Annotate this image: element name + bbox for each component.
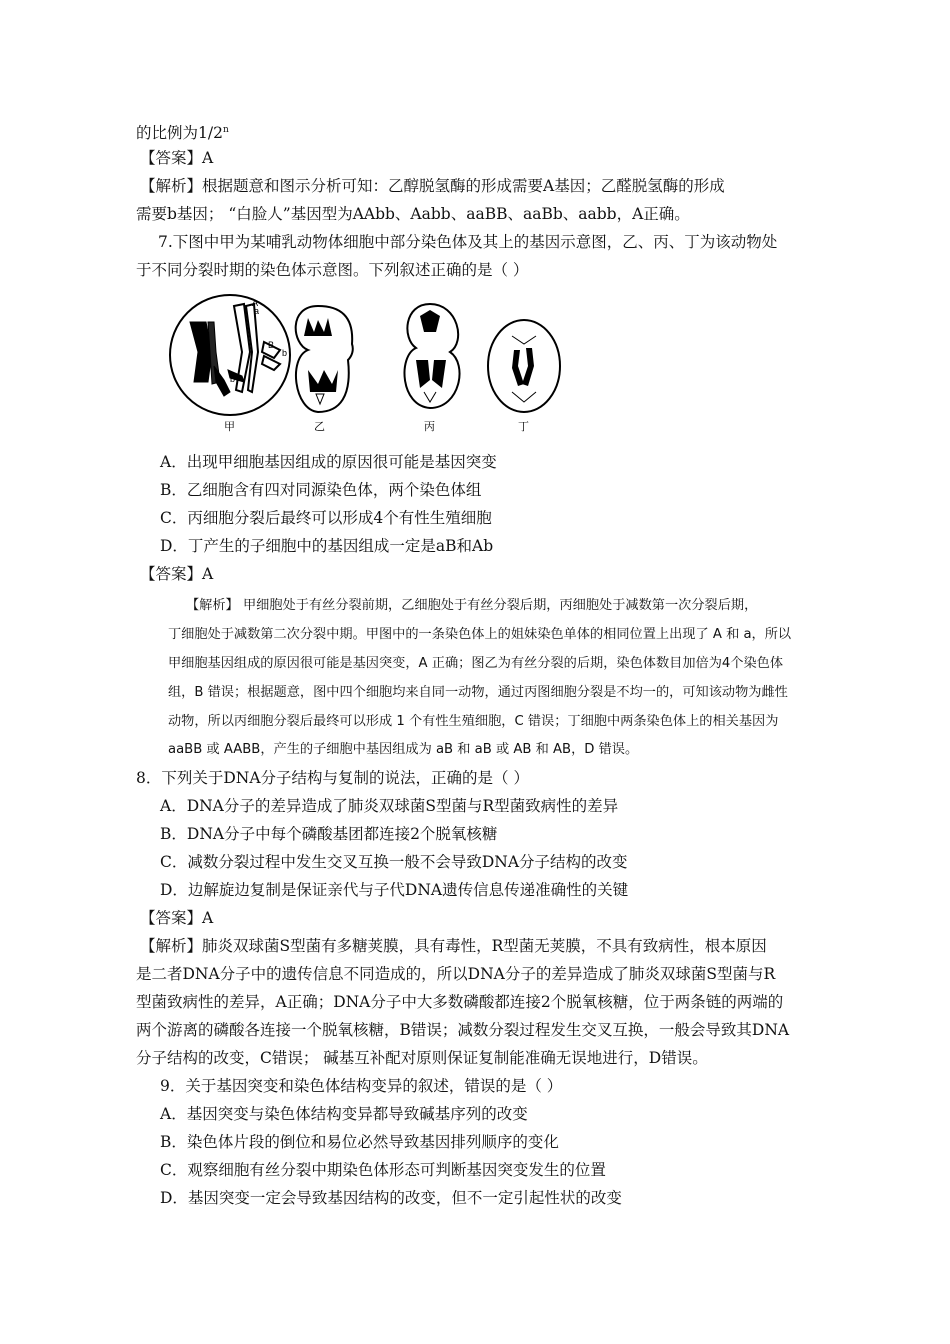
explanation-line: 动物，所以丙细胞分裂后最终可以形成 1 个有性生殖细胞，C 错误；丁细胞中两条染色体上的相关基因为 xyxy=(168,714,779,729)
option-b: B．染色体片段的倒位和易位必然导致基因排列顺序的变化 xyxy=(160,1133,559,1151)
explanation-line: 甲细胞基因组成的原因很可能是基因突变，A 正确；图乙为有丝分裂的后期，染色体数目加倍为4个染色体 xyxy=(168,656,784,671)
explanation-line: 是二者DNA分子中的遗传信息不同造成的，所以DNA分子的差异造成了肺炎双球菌S型菌与R xyxy=(136,965,776,983)
option-b: B．乙细胞含有四对同源染色体，两个染色体组 xyxy=(160,481,482,499)
explanation-line: 【解析】根据题意和图示分析可知：乙醇脱氢酶的形成需要A基因；乙醛脱氢酶的形成 xyxy=(140,177,725,195)
option-a: A．基因突变与染色体结构变异都导致碱基序列的改变 xyxy=(160,1105,528,1123)
option-c: C．减数分裂过程中发生交叉互换一般不会导致DNA分子结构的改变 xyxy=(160,853,628,871)
question-stem: 于不同分裂时期的染色体示意图。下列叙述正确的是（ ） xyxy=(136,261,529,279)
explanation-line: aaBB 或 AABB，产生的子细胞中基因组成为 aB 和 aB 或 AB 和 AB，D 错误。 xyxy=(168,742,639,757)
chromosomes-bing xyxy=(416,310,446,402)
answer-label: 【答案】A xyxy=(140,149,214,167)
cell-division-figure xyxy=(168,292,568,434)
gene-label: a xyxy=(254,306,260,316)
gene-label: b xyxy=(230,374,236,384)
gene-label: A xyxy=(252,298,259,308)
answer-label: 【答案】A xyxy=(140,909,214,927)
question-stem: 7.下图中甲为某哺乳动物体细胞中部分染色体及其上的基因示意图，乙、丙、丁为该动物处 xyxy=(158,233,778,251)
explanation-line: 组，B 错误；根据题意，图中四个细胞均来自同一动物，通过丙图细胞分裂是不均一的，可知该动物为雌性 xyxy=(168,685,788,700)
explanation-line: 需要b基因； “白脸人”基因型为AAbb、Aabb、aaBB、aaBb、aabb，A正确。 xyxy=(136,205,690,223)
cell-ding xyxy=(488,320,560,412)
question-stem: 9．关于基因突变和染色体结构变异的叙述，错误的是（ ） xyxy=(160,1077,563,1095)
cell-jia xyxy=(170,295,290,415)
figure-label: 甲 xyxy=(224,420,235,433)
option-d: D．丁产生的子细胞中的基因组成一定是aB和Ab xyxy=(160,537,494,555)
option-a: A．出现甲细胞基因组成的原因很可能是基因突变 xyxy=(160,453,497,471)
chromosomes-ding xyxy=(512,336,536,402)
option-b: B．DNA分子中每个磷酸基团都连接2个脱氧核糖 xyxy=(160,825,498,843)
explanation-line: 【解析】肺炎双球菌S型菌有多糖荚膜，具有毒性，R型菌无荚膜，不具有致病性，根本原因 xyxy=(140,937,767,955)
explanation-line: 两个游离的磷酸各连接一个脱氧核糖，B错误；减数分裂过程发生交叉互换，一般会导致其DNA xyxy=(136,1021,790,1039)
explanation-line: 【解析】 甲细胞处于有丝分裂前期，乙细胞处于有丝分裂后期，丙细胞处于减数第一次分裂后期， xyxy=(186,598,758,613)
cell-yi xyxy=(296,306,353,412)
option-c: C．观察细胞有丝分裂中期染色体形态可判断基因突变发生的位置 xyxy=(160,1161,606,1179)
figure-label: 乙 xyxy=(314,420,325,433)
figure-label: 丁 xyxy=(518,420,529,433)
question-stem: 8．下列关于DNA分子结构与复制的说法，正确的是（ ） xyxy=(136,769,529,787)
chromosomes-yi xyxy=(304,318,338,404)
figure-label: 丙 xyxy=(424,420,435,433)
explanation-line: 丁细胞处于减数第二次分裂中期。甲图中的一条染色体上的姐妹染色单体的相同位置上出现了 A 和 a，所以 xyxy=(168,627,792,642)
option-d: D．基因突变一定会导致基因结构的改变，但不一定引起性状的改变 xyxy=(160,1189,622,1207)
explanation-line: 型菌致病性的差异，A正确；DNA分子中大多数磷酸都连接2个脱氧核糖，位于两条链的两端的 xyxy=(136,993,784,1011)
option-d: D．边解旋边复制是保证亲代与子代DNA遗传信息传递准确性的关键 xyxy=(160,881,629,899)
gene-label: b xyxy=(282,348,288,358)
explanation-line: 分子结构的改变，C错误； 碱基互补配对原则保证复制能准确无误地进行，D错误。 xyxy=(136,1049,708,1067)
text-line: 的比例为1/2$^n$ xyxy=(136,124,229,142)
option-a: A．DNA分子的差异造成了肺炎双球菌S型菌与R型菌致病性的差异 xyxy=(160,797,619,815)
answer-label: 【答案】A xyxy=(140,565,214,583)
option-c: C．丙细胞分裂后最终可以形成4个有性生殖细胞 xyxy=(160,509,492,527)
gene-label: B xyxy=(268,340,275,350)
